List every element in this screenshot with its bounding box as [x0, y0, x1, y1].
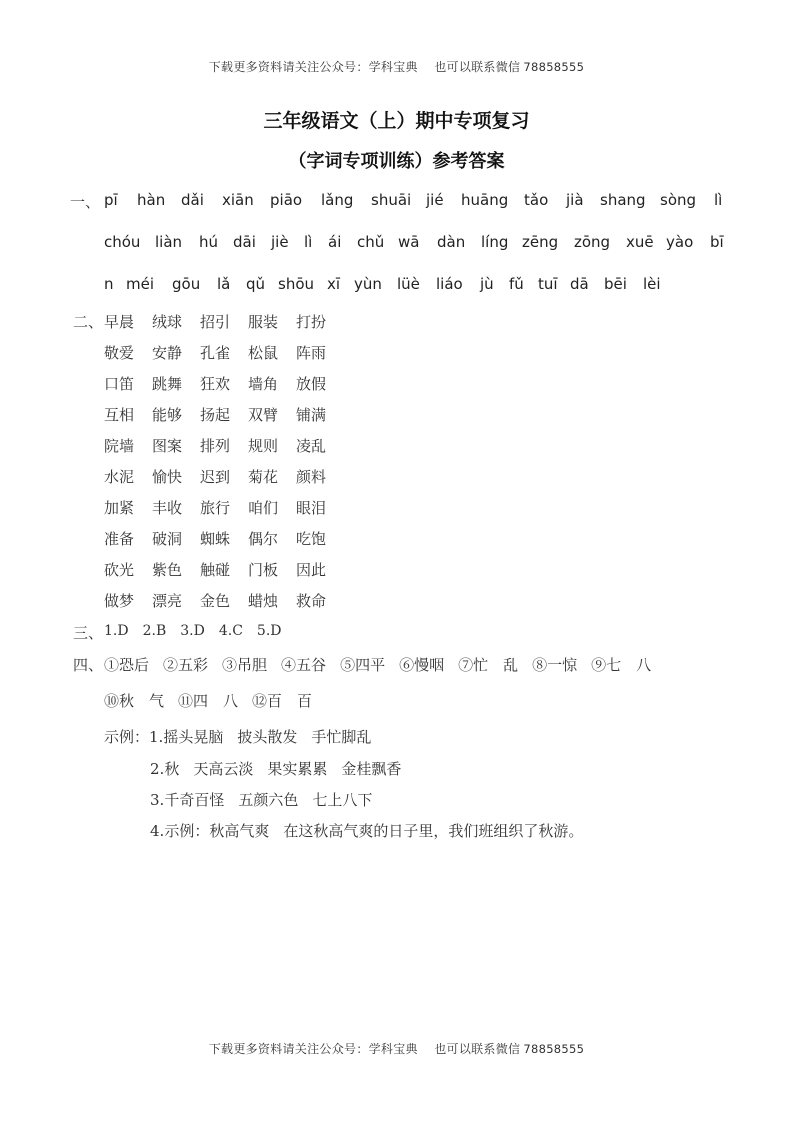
word: 跳舞 [152, 375, 183, 393]
section3-answers [104, 623, 296, 639]
example-item: 摇头晃脑 [163, 728, 224, 746]
pinyin: piāo [270, 191, 303, 209]
pinyin: xiān [222, 191, 254, 209]
answer: 5.D [256, 623, 282, 639]
idiom-answer: ②五彩 [163, 656, 209, 674]
pinyin: shang [600, 191, 646, 209]
example-line-1 [104, 726, 371, 747]
example-item: 果实累累 [267, 760, 328, 778]
word: 做梦 [104, 592, 135, 610]
pinyin: xī [327, 275, 341, 293]
word: 双臂 [248, 406, 279, 424]
pinyin: pī [104, 191, 118, 209]
pinyin: jù [480, 275, 494, 293]
word: 服装 [248, 313, 279, 331]
pinyin: bēi [604, 275, 627, 293]
word: 打扮 [296, 313, 327, 331]
word: 旅行 [200, 499, 231, 517]
pinyin: liáo [436, 275, 463, 293]
pinyin: lǎng [321, 191, 354, 209]
answer: 4.C [218, 623, 243, 639]
pinyin: dàn [437, 233, 466, 251]
pinyin: lǎ [217, 275, 231, 293]
pinyin: wā [398, 233, 420, 251]
pinyin: dā [570, 275, 589, 293]
word: 咱们 [248, 499, 279, 517]
idiom-answer: ③吊胆 [222, 656, 268, 674]
word: 能够 [152, 406, 183, 424]
word: 墙角 [248, 375, 279, 393]
word: 菊花 [248, 468, 279, 486]
pinyin: zēng [522, 233, 559, 251]
example-item: 示例：秋高气爽 [164, 822, 270, 840]
example-item: 披头散发 [237, 728, 298, 746]
word: 图案 [152, 437, 183, 455]
pinyin: lì [304, 233, 313, 251]
example-line-2 [150, 758, 401, 779]
example-item: 在这秋高气爽的日子里，我们班组织了秋游。 [283, 822, 584, 840]
idiom-answer: ⑤四平 [340, 656, 386, 674]
word: 准备 [104, 530, 135, 548]
pinyin: jiè [271, 233, 289, 251]
word: 救命 [296, 592, 327, 610]
word: 眼泪 [296, 499, 327, 517]
example-item: 秋 [164, 760, 180, 778]
section2-label: 二、 [73, 313, 104, 331]
word: 破洞 [152, 530, 183, 548]
example-item: 手忙脚乱 [311, 728, 372, 746]
example-number: 4. [150, 822, 165, 840]
example-number: 1. [149, 728, 164, 746]
word: 早晨 [104, 313, 135, 331]
idiom-answer: ⑥慢咽 [399, 656, 445, 674]
idiom-answer: ⑪四 八 [178, 692, 239, 710]
pinyin: tuī [538, 275, 558, 293]
pinyin: gōu [172, 275, 201, 293]
pinyin: yào [666, 233, 694, 251]
word: 扬起 [200, 406, 231, 424]
example-number: 3. [150, 791, 165, 809]
word: 铺满 [296, 406, 327, 424]
section3-label: 三、 [73, 624, 104, 642]
pinyin: huāng [461, 191, 509, 209]
word: 松鼠 [248, 344, 279, 362]
pinyin: zōng [574, 233, 611, 251]
word: 愉快 [152, 468, 183, 486]
answer: 2.B [142, 623, 167, 639]
word: 放假 [296, 375, 327, 393]
word: 口笛 [104, 375, 135, 393]
pinyin: lüè [397, 275, 420, 293]
idiom-row-1 [104, 654, 665, 675]
pinyin: hú [199, 233, 219, 251]
pinyin: dāi [233, 233, 256, 251]
idiom-answer: ⑩秋 气 [104, 692, 165, 710]
section4-label: 四、 [73, 656, 104, 674]
pinyin: jià [566, 191, 584, 209]
section1-label: 一、 [70, 193, 101, 211]
word: 安静 [152, 344, 183, 362]
word: 绒球 [152, 313, 183, 331]
example-item: 金桂飘香 [341, 760, 402, 778]
pinyin: líng [481, 233, 509, 251]
word: 凌乱 [296, 437, 327, 455]
footer-number: 78858555 [523, 1042, 585, 1056]
word: 颜料 [296, 468, 327, 486]
word: 阵雨 [296, 344, 327, 362]
word: 排列 [200, 437, 231, 455]
pinyin: xuē [626, 233, 654, 251]
page-header [0, 58, 793, 75]
pinyin: fǔ [509, 275, 524, 293]
word: 因此 [296, 561, 327, 579]
pinyin: jié [426, 191, 444, 209]
footer-text: 下载更多资料请关注公众号：学科宝典 也可以联系微信 [208, 1042, 521, 1056]
word: 加紧 [104, 499, 135, 517]
answer: 1.D [104, 623, 129, 639]
word: 蜡烛 [248, 592, 279, 610]
pinyin: tǎo [524, 191, 549, 209]
word: 吃饱 [296, 530, 327, 548]
pinyin: bī [710, 233, 724, 251]
example-label: 示例： [104, 728, 150, 746]
pinyin: hàn [137, 191, 166, 209]
word: 狂欢 [200, 375, 231, 393]
page-title: 三年级语文（上）期中专项复习 [263, 110, 530, 132]
example-number: 2. [150, 760, 165, 778]
word: 砍光 [104, 561, 135, 579]
word: 院墙 [104, 437, 135, 455]
example-item: 千奇百怪 [164, 791, 225, 809]
word: 漂亮 [152, 592, 183, 610]
idiom-row-2 [104, 690, 326, 711]
page-footer [0, 1040, 793, 1057]
word: 金色 [200, 592, 231, 610]
idiom-answer: ⑨七 八 [591, 656, 652, 674]
pinyin: qǔ [246, 275, 266, 293]
word: 互相 [104, 406, 135, 424]
example-item: 七上八下 [312, 791, 373, 809]
idiom-answer: ①恐后 [104, 656, 150, 674]
example-line-3 [150, 789, 372, 810]
word: 水泥 [104, 468, 135, 486]
pinyin: liàn [155, 233, 183, 251]
pinyin: yùn [354, 275, 382, 293]
word: 触碰 [200, 561, 231, 579]
page-subtitle: （字词专项训练）参考答案 [288, 151, 505, 172]
word: 孔雀 [200, 344, 231, 362]
pinyin: lèi [643, 275, 661, 293]
pinyin: chǔ [357, 233, 385, 251]
idiom-answer: ⑫百 百 [252, 692, 313, 710]
idiom-answer: ⑧一惊 [532, 656, 578, 674]
header-number: 78858555 [523, 60, 585, 74]
word: 规则 [248, 437, 279, 455]
pinyin: chóu [104, 233, 141, 251]
example-item: 天高云淡 [193, 760, 254, 778]
example-line-4 [150, 820, 583, 841]
pinyin: dǎi [181, 191, 204, 209]
example-item: 五颜六色 [238, 791, 299, 809]
pinyin: shuāi [371, 191, 412, 209]
word: 招引 [200, 313, 231, 331]
pinyin: n [104, 275, 114, 293]
word: 敬爱 [104, 344, 135, 362]
answer: 3.D [180, 623, 205, 639]
word: 丰收 [152, 499, 183, 517]
word: 迟到 [200, 468, 231, 486]
idiom-answer: ⑦忙 乱 [458, 656, 519, 674]
pinyin: méi [126, 275, 155, 293]
pinyin: ái [328, 233, 342, 251]
idiom-answer: ④五谷 [281, 656, 327, 674]
word: 偶尔 [248, 530, 279, 548]
word: 门板 [248, 561, 279, 579]
header-text: 下载更多资料请关注公众号：学科宝典 也可以联系微信 [208, 60, 521, 74]
pinyin: shōu [278, 275, 315, 293]
word: 紫色 [152, 561, 183, 579]
pinyin: lì [714, 191, 723, 209]
pinyin: sòng [660, 191, 697, 209]
word: 蜘蛛 [200, 530, 231, 548]
